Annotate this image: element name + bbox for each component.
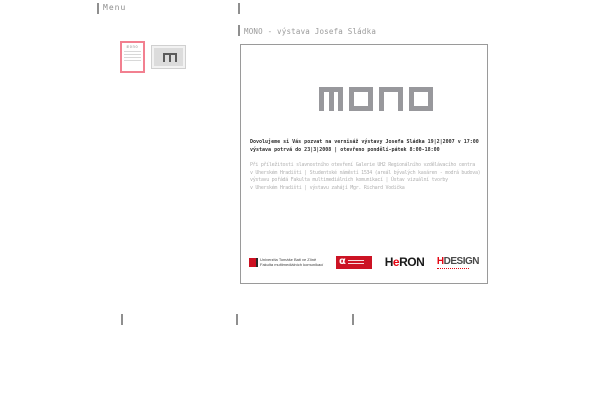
hdesign-dotted-line <box>437 268 469 269</box>
invitation-line-1: Dovolujeme si Vás pozvat na vernisáž výstavy Josefa Sládka 19|2|2007 v 17:00 <box>250 139 479 145</box>
alpha-logo-text-lines <box>348 260 364 264</box>
thumbnail-text-line <box>124 54 141 55</box>
details-text <box>250 162 486 192</box>
menu-label[interactable]: Menu <box>103 3 127 12</box>
details-line-4: v Uherském Hradišti | výstavu zahájí Mgr. Richard Vodička <box>250 184 405 191</box>
thumbnail-text-line <box>124 51 141 52</box>
invitation-text <box>250 138 484 154</box>
sponsor-hdesign <box>437 256 479 269</box>
mono-letter-o <box>409 87 433 111</box>
sponsor-utb <box>249 257 323 267</box>
page-title: MONO - výstava Josefa Sládka <box>244 27 377 36</box>
details-line-1: Při příležitosti slavnostního otevření Galerie UH2 Regionálního vzdělávacího centra <box>250 162 475 168</box>
heron-ron: RON <box>399 255 425 269</box>
sponsor-heron <box>385 255 425 269</box>
utb-faculty: Fakulta multimediálních komunikací <box>260 262 324 267</box>
thumbnail-invitation-selected[interactable] <box>120 41 145 73</box>
hdesign-rest: DESIGN <box>443 255 479 267</box>
crop-mark <box>97 3 99 14</box>
invitation-line-2: výstava potrvá do 23|3|2008 | otevřeno pondělí-pátek 8:00-18:00 <box>250 147 440 153</box>
crop-mark <box>352 314 354 325</box>
thumbnail-logo-image[interactable] <box>152 46 185 68</box>
crop-mark <box>236 314 238 325</box>
crop-mark <box>238 25 240 36</box>
thumbnail-text-line <box>124 60 141 61</box>
invitation-card <box>240 44 488 284</box>
sponsor-alpha <box>336 256 372 269</box>
utb-name: Univerzita Tomáše Bati ve Zlíně <box>260 257 317 262</box>
thumbnail-text-line <box>124 57 141 58</box>
heron-h: H <box>384 255 393 269</box>
mono-letter-n <box>379 87 403 111</box>
mono-mini-glyph-icon <box>163 53 177 62</box>
heron-accent-e: e <box>392 255 400 269</box>
mono-letter-m <box>319 87 343 111</box>
sponsor-logos-row <box>249 253 479 271</box>
details-line-3: výstavu pořádá Fakulta multimediálních komunikací | Ústav vizuální tvorby <box>250 177 448 183</box>
hdesign-accent-h: H <box>436 255 444 267</box>
thumbnail-mini-logo: mono <box>126 44 139 49</box>
crop-mark <box>121 314 123 325</box>
mono-logo <box>319 87 433 111</box>
mono-letter-o <box>349 87 373 111</box>
alpha-logo-icon: α <box>339 256 346 267</box>
utb-logo-icon <box>249 258 258 267</box>
crop-mark <box>238 3 240 14</box>
details-line-2: v Uherském Hradišti | Studentské náměstí 1534 (areál bývalých kasáren - modrá budova) <box>250 169 481 176</box>
